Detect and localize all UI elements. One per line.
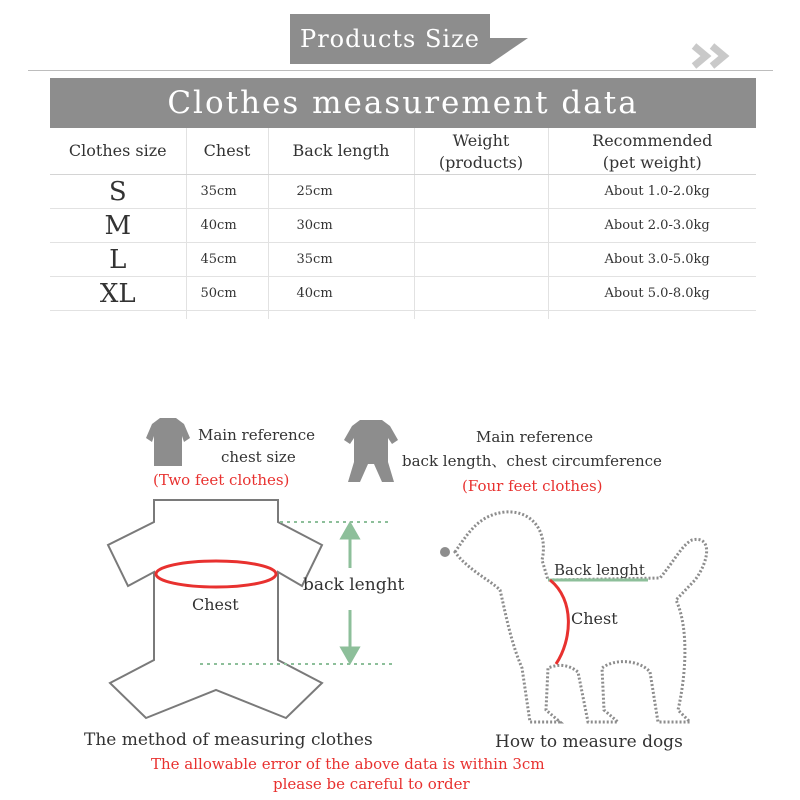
cell-weight <box>414 209 548 243</box>
cell-recommended: About 1.0-2.0kg <box>548 175 756 209</box>
table-spacer-row <box>50 311 756 319</box>
two-feet-garment-icon <box>146 418 190 466</box>
double-chevron-right-icon <box>690 42 740 70</box>
cell-chest: 45cm <box>186 243 268 277</box>
cell-weight <box>414 175 548 209</box>
table-row <box>50 277 756 311</box>
header-divider <box>28 70 773 71</box>
chest-ellipse <box>156 561 276 587</box>
cell-back-length: 30cm <box>268 209 414 243</box>
cell-size: S <box>50 175 186 209</box>
notice-line1: The allowable error of the above data is within 3cm <box>151 755 545 773</box>
size-table <box>50 78 756 319</box>
cell-recommended: About 3.0-5.0kg <box>548 243 756 277</box>
cell-chest: 35cm <box>186 175 268 209</box>
two-feet-chest-label: Chest <box>192 595 239 614</box>
cell-size: XL <box>50 277 186 311</box>
four-feet-type-label: (Four feet clothes) <box>462 477 603 495</box>
col-header-back-length: Back length <box>268 128 414 175</box>
dog-chest-line <box>550 580 568 664</box>
table-header-row <box>50 128 756 175</box>
products-size-banner <box>290 14 490 64</box>
col-header-weight: Weight (products) <box>414 128 548 175</box>
cell-chest: 50cm <box>186 277 268 311</box>
two-feet-type-label: (Two feet clothes) <box>153 471 290 489</box>
two-feet-caption: The method of measuring clothes <box>84 730 373 750</box>
four-feet-garment-icon <box>344 420 398 482</box>
two-feet-ref-line2: chest size <box>221 448 296 466</box>
cell-weight <box>414 277 548 311</box>
four-feet-ref-line1: Main reference <box>476 428 593 446</box>
cell-back-length: 35cm <box>268 243 414 277</box>
table-title: Clothes measurement data <box>50 78 756 128</box>
four-feet-back-length-label: Back lenght <box>554 561 645 579</box>
products-size-title: Products Size <box>300 25 480 53</box>
four-feet-chest-label: Chest <box>571 609 618 628</box>
col-header-clothes-size: Clothes size <box>50 128 186 175</box>
cell-chest: 40cm <box>186 209 268 243</box>
col-header-recommended: Recommended (pet weight) <box>548 128 756 175</box>
cell-recommended: About 5.0-8.0kg <box>548 277 756 311</box>
dog-nose <box>440 547 450 557</box>
two-feet-ref-line1: Main reference <box>198 426 315 444</box>
table-row <box>50 243 756 277</box>
table-row <box>50 175 756 209</box>
table-row <box>50 209 756 243</box>
cell-size: L <box>50 243 186 277</box>
banner-tail-decoration <box>490 38 528 64</box>
two-feet-back-length-label: back lenght <box>303 575 405 595</box>
cell-size: M <box>50 209 186 243</box>
col-header-chest: Chest <box>186 128 268 175</box>
notice-line2: please be careful to order <box>273 775 470 793</box>
cell-recommended: About 2.0-3.0kg <box>548 209 756 243</box>
cell-weight <box>414 243 548 277</box>
cell-back-length: 25cm <box>268 175 414 209</box>
four-feet-ref-line2: back length、chest circumference <box>402 452 662 470</box>
four-feet-caption: How to measure dogs <box>495 732 683 752</box>
cell-back-length: 40cm <box>268 277 414 311</box>
